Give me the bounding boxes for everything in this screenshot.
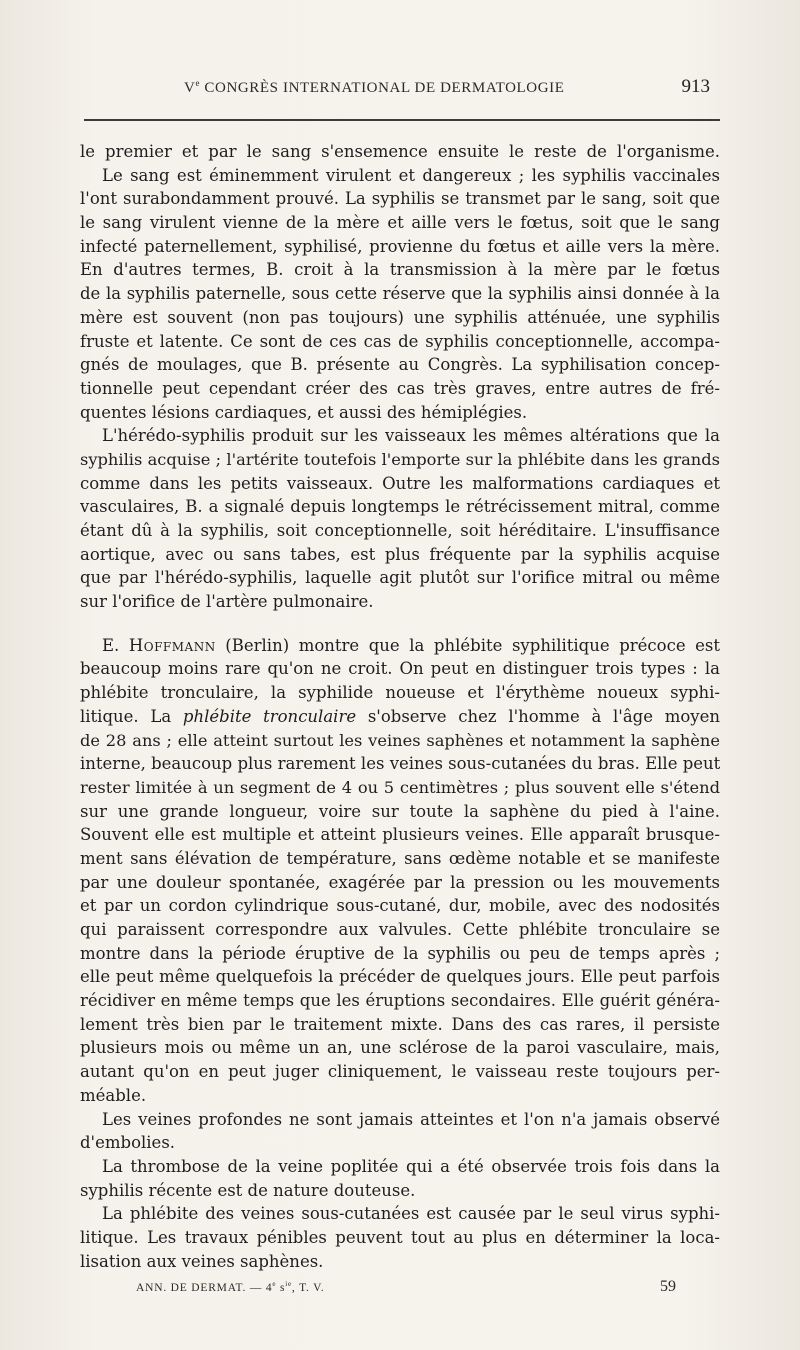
text-line: lisation aux veines saphènes. — [80, 1251, 324, 1271]
text-line: interne, beaucoup plus rarement les veines sous-cutanées du bras. Elle peut — [80, 754, 720, 774]
paragraph-gap — [80, 614, 720, 634]
page-footer — [136, 1278, 676, 1296]
text-line: comme dans les petits vaisseaux. Outre les malformations cardiaques et — [80, 473, 720, 493]
text-line: La thrombose de la veine poplitée qui a été observée trois fois dans la — [102, 1156, 720, 1176]
text-line: récidiver en même temps que les éruptions secondaires. Elle guérit généra- — [80, 991, 720, 1011]
text-line: par une douleur spontanée, exagérée par la pression ou les mouvements — [80, 872, 720, 892]
text-line: litique. Les travaux pénibles peuvent tout au plus en déterminer la loca- — [80, 1227, 720, 1247]
text-line: lement très bien par le traitement mixte. Dans des cas rares, il persiste — [80, 1014, 720, 1034]
paragraph-2 — [80, 424, 720, 614]
text-line: méable. — [80, 1085, 147, 1105]
text-line: Les veines profondes ne sont jamais atteintes et l'on n'a jamais observé — [102, 1109, 720, 1129]
text-line: le sang virulent vienne de la mère et aille vers le fœtus, soit que le sang — [80, 213, 720, 233]
text-line: phlébite tronculaire, la syphilide noueuse et l'érythème noueux syphi- — [80, 683, 720, 703]
paragraph-5 — [80, 1155, 720, 1202]
text-line: L'hérédo-syphilis produit sur les vaisseaux les mêmes altérations que la — [102, 426, 720, 446]
text-line: qui paraissent correspondre aux valvules. Cette phlébite tronculaire se — [80, 920, 720, 939]
text-line: gnés de moulages, que B. présente au Congrès. La syphilisation concep- — [80, 355, 720, 375]
text-line: mère est souvent (non pas toujours) une syphilis atténuée, une syphilis — [80, 307, 720, 327]
text-line: de la syphilis paternelle, sous cette réserve que la syphilis ainsi donnée à la — [80, 284, 720, 304]
text-line: quentes lésions cardiaques, et aussi des hémiplégies. — [80, 402, 528, 422]
text-line: infecté paternellement, syphilisé, provienne du fœtus et aille vers la mère. — [80, 236, 720, 256]
text-line: syphilis acquise ; l'artérite toutefois l'emporte sur la phlébite dans les grands — [80, 449, 720, 469]
text-line: tionnelle peut cependant créer des cas très graves, entre autres de fré- — [80, 378, 720, 398]
paragraph-1 — [80, 140, 720, 424]
author-initial: E. — [102, 635, 120, 655]
page-header — [84, 76, 720, 102]
text-line: sur une grande longueur, voire sur toute la saphène du pied à l'aine. — [80, 801, 720, 821]
paragraph-6 — [80, 1202, 720, 1273]
text-line: En d'autres termes, B. croit à la transmission à la mère par le fœtus — [80, 260, 720, 280]
text-line: beaucoup moins rare qu'on ne croit. On peut en distinguer trois types : la — [80, 659, 720, 679]
text-line: sur l'orifice de l'artère pulmonaire. — [80, 592, 374, 612]
text-line: litique. La phlébite tronculaire s'observe chez l'homme à l'âge moyen — [80, 706, 720, 726]
text-line: ment sans élévation de température, sans œdème notable et se manifeste — [80, 848, 720, 868]
text-line: syphilis récente est de nature douteuse. — [80, 1180, 416, 1200]
page-number: 913 — [681, 76, 710, 97]
italic-term: phlébite tronculaire — [182, 706, 357, 726]
text-line: d'embolies. — [80, 1133, 176, 1153]
text-line: le premier et par le sang s'ensemence ensuite le reste de l'organisme. — [80, 142, 720, 161]
text-line: que par l'hérédo-syphilis, laquelle agit plutôt sur l'orifice mitral ou même — [80, 568, 720, 588]
text-line — [80, 634, 720, 658]
text-line: elle peut même quelquefois la précéder de quelques jours. Elle peut parfois — [80, 967, 720, 987]
text-line: autant qu'on en peut juger cliniquement, le vaisseau reste toujours per- — [80, 1062, 720, 1082]
text-line: Souvent elle est multiple et atteint plusieurs veines. Elle apparaît brusque- — [80, 825, 720, 845]
text-line: Le sang est éminemment virulent et dangereux ; les syphilis vaccinales — [102, 165, 720, 185]
header-rule — [84, 119, 720, 121]
journal-signature: ANN. DE DERMAT. — 4e $s^{ie}$, T. V. — [136, 1280, 325, 1294]
text-line: vasculaires, B. a signalé depuis longtemps le rétrécissement mitral, comme — [80, 497, 720, 517]
gathering-signature: 59 — [660, 1278, 676, 1295]
text-line-rest: (Berlin) montre que la phlébite syphilitique précoce est — [225, 635, 720, 655]
text-line: étant dû à la syphilis, soit conceptionnelle, soit héréditaire. L'insuffisance — [80, 521, 720, 540]
text-line: et par un cordon cylindrique sous-cutané, dur, mobile, avec des nodosités — [80, 896, 720, 916]
text-line: fruste et latente. Ce sont de ces cas de syphilis conceptionnelle, accompa- — [80, 331, 720, 351]
text-line: plusieurs mois ou même un an, une sclérose de la paroi vasculaire, mais, — [80, 1038, 720, 1058]
text-line: rester limitée à un segment de 4 ou 5 centimètres ; plus souvent elle s'étend — [80, 777, 720, 797]
text-line: l'ont surabondamment prouvé. La syphilis se transmet par le sang, soit que — [80, 189, 720, 209]
author-name: Hoffmann — [128, 635, 216, 655]
body-text — [80, 140, 720, 1273]
text-line: La phlébite des veines sous-cutanées est causée par le seul virus syphi- — [102, 1204, 720, 1224]
text-line: montre dans la période éruptive de la syphilis ou peu de temps après ; — [80, 943, 720, 963]
paragraph-4 — [80, 1108, 720, 1155]
text-line: aortique, avec ou sans tabes, est plus fréquente par la syphilis acquise — [80, 544, 720, 564]
text-line: de 28 ans ; elle atteint surtout les veines saphènes et notamment la saphène — [80, 730, 720, 750]
running-head: Ve CONGRÈS INTERNATIONAL DE DERMATOLOGIE — [184, 78, 565, 96]
paragraph-3 — [80, 634, 720, 1108]
